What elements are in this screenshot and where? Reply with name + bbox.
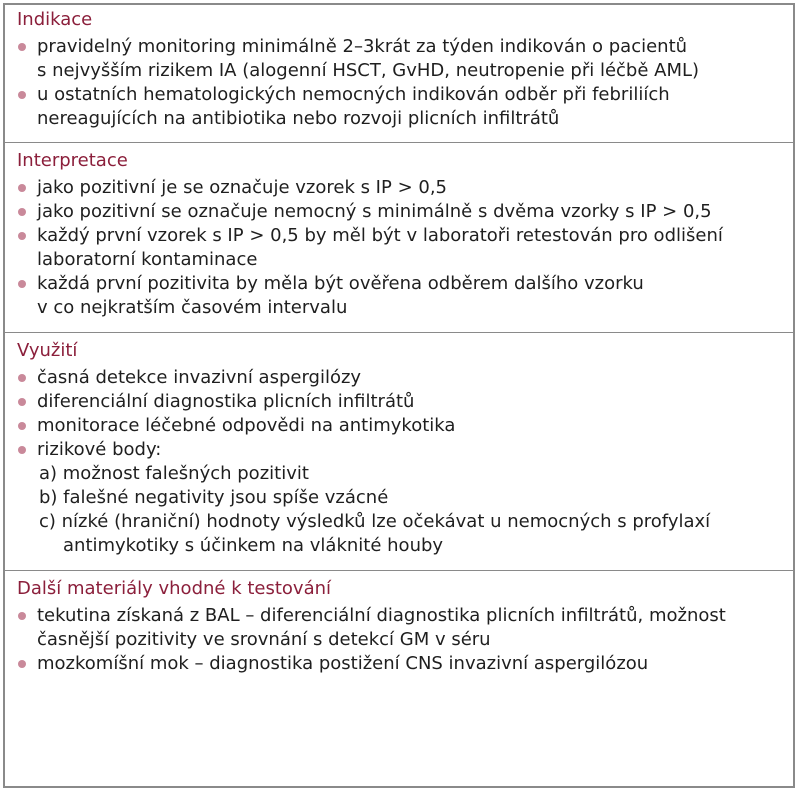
bullet-icon	[18, 280, 26, 288]
bullet-icon	[18, 612, 26, 620]
bullet-icon	[18, 374, 26, 382]
info-box: Indikace pravidelný monitoring minimálně 2–3krát za týden indikován o pacientů s nejvyšším rizikem IA (alogenní HSCT, GvHD, neutropenie při léčbě AML) u ostatních hematologických nemocných indikován odběr při febriliích nereagujících na antibiotika nebo rozvoji plicních infiltrátů Interpretace jako pozitivní je se označuje vzorek s IP > 0,5 jako pozitivní se označuje nemocný s minimálně s dvěma vzorky s IP > 0,5 každý první vzorek s IP > 0,5 by měl být v laboratoři retestován pro odlišení laboratorní kontaminace každá první pozitivita by měla být ověřena odběrem dalšího vzorku v co nejkratším časovém intervalu Využití časná detekce invazivní aspergilózy diferenciální diagnostika plicních infiltrátů monitorace léčebné odpovědi na antimykotika rizikové body: a) možnost falešných pozitivit b) falešné negativity jsou spíše vzácné c) nízké (hraniční) hodnoty výsledků lze očekávat u nemocných s profylaxí antimykotiky s účinkem na vláknité houby Další materiály vhodné k testování tekutina získaná z BAL – diferenciální diagnostika plicních infiltrátů, možnost časnější pozitivity ve srovnání s detekcí GM v séru mozkomíšní mok – diagnostika postižení CNS invazivní aspergilózou	[3, 3, 795, 788]
bullet-icon	[18, 660, 26, 668]
section-heading-dalsi-materialy: Další materiály vhodné k testování	[17, 578, 332, 599]
section-heading-interpretace: Interpretace	[17, 150, 128, 171]
section-heading-vyuziti: Využití	[17, 340, 78, 361]
section-divider	[5, 142, 793, 143]
bullet-icon	[18, 208, 26, 216]
bullet-icon	[18, 446, 26, 454]
bullet-icon	[18, 184, 26, 192]
section-heading-indikace: Indikace	[17, 9, 93, 30]
section-divider	[5, 332, 793, 333]
bullet-icon	[18, 43, 26, 51]
bullet-icon	[18, 91, 26, 99]
bullet-icon	[18, 232, 26, 240]
bullet-icon	[18, 422, 26, 430]
bullet-icon	[18, 398, 26, 406]
section-divider	[5, 570, 793, 571]
